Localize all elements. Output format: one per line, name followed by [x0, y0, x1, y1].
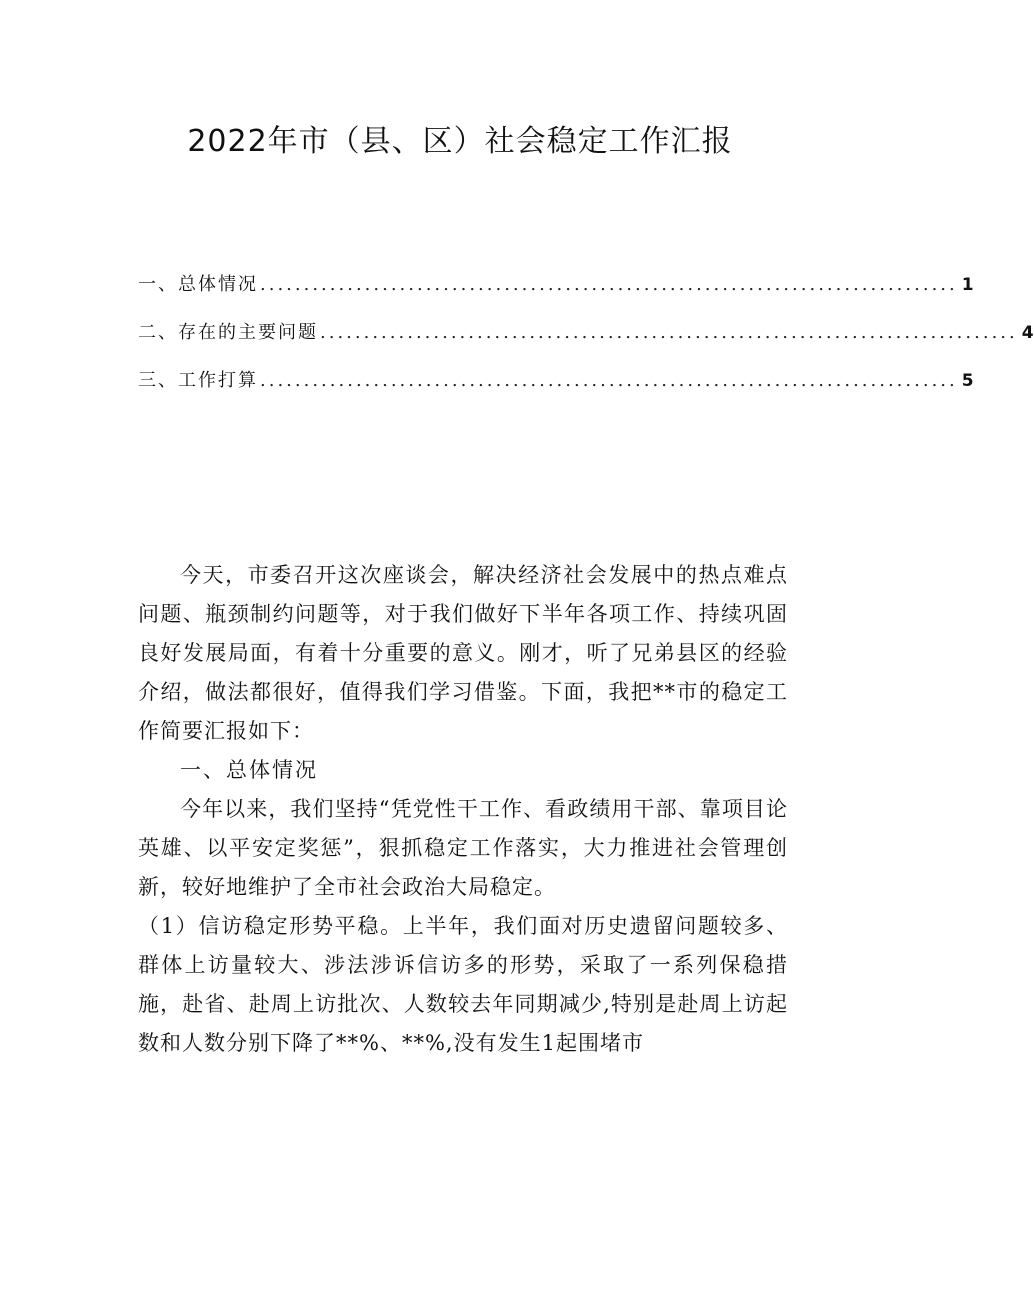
toc-entry[interactable] [138, 270, 974, 318]
toc-page-number: 5 [961, 371, 974, 391]
toc-dot-leader: ................................................................................ [260, 274, 958, 295]
toc-entry[interactable] [138, 318, 1034, 366]
table-of-contents [138, 270, 1034, 414]
toc-page-number: 1 [961, 275, 974, 295]
toc-page-number: 4 [1021, 323, 1034, 343]
toc-entry[interactable] [138, 366, 974, 414]
toc-entry-label: 二、存在的主要问题 [138, 322, 318, 343]
section-heading: 一、总体情况 [180, 758, 318, 782]
toc-dot-leader: ................................................................................ [320, 322, 1018, 343]
document-title: 2022年市（县、区）社会稳定工作汇报 [187, 124, 733, 159]
intro-paragraph: 今天，市委召开这次座谈会，解决经济社会发展中的热点难点问题、瓶颈制约问题等，对于我们做好下半年各项工作、持续巩固良好发展局面，有着十分重要的意义。刚才，听了兄弟县区的经验介绍，做法都很好，值得我们学习借鉴。下面，我把**市的稳定工作简要汇报如下： [138, 563, 788, 743]
item-paragraph: （1）信访稳定形势平稳。上半年，我们面对历史遗留问题较多、群体上访量较大、涉法涉诉信访多的形势，采取了一系列保稳措施，赴省、赴周上访批次、人数较去年同期减少,特别是赴周上访起数和人数分别下降了**%、**%,没有发生1起围堵市 [138, 914, 788, 1055]
section-paragraph: 今年以来，我们坚持“凭党性干工作、看政绩用干部、靠项目论英雄、以平安定奖惩”，狠抓稳定工作落实，大力推进社会管理创新，较好地维护了全市社会政治大局稳定。 [138, 797, 788, 899]
toc-entry-label: 三、工作打算 [138, 370, 258, 391]
toc-entry-label: 一、总体情况 [138, 274, 258, 295]
document-body [138, 556, 788, 1063]
toc-dot-leader: ................................................................................ [260, 370, 958, 391]
